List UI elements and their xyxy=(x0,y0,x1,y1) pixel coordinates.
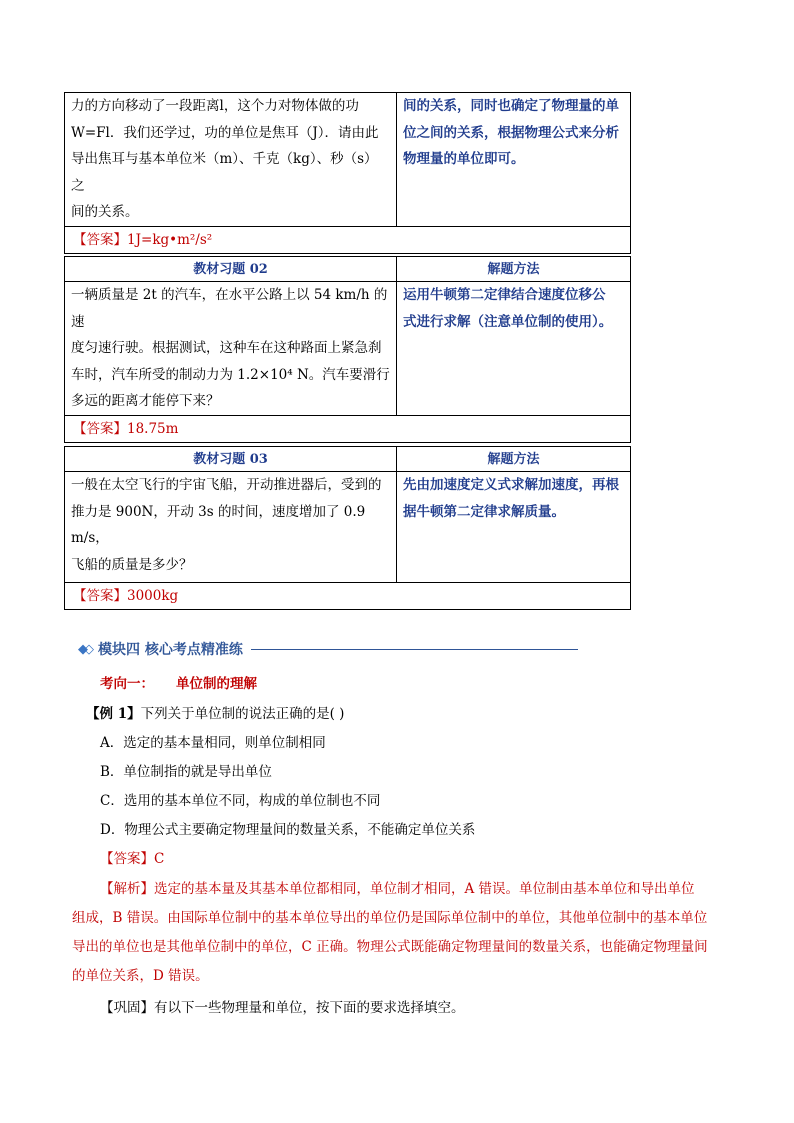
method-line: 物理量的单位即可。 xyxy=(403,151,525,167)
method-text xyxy=(397,472,631,583)
exercise-title: 教材习题 02 xyxy=(65,257,397,282)
topic-name: 单位制的理解 xyxy=(176,676,257,692)
analysis-line: 的单位关系，D 错误。 xyxy=(72,968,209,984)
analysis-line: 导出的单位也是其他单位制中的单位，C 正确。物理公式既能确定物理量间的数量关系，也能确定物理量间 xyxy=(72,939,708,955)
analysis-line: 组成，B 错误。由国际单位制中的基本单位导出的单位仍是国际单位制中的单位，其他单位制中的基本单位 xyxy=(72,910,708,926)
option-a: A．选定的基本量相同，则单位制相同 xyxy=(100,735,326,751)
method-line: 先由加速度定义式求解加速度，再根 xyxy=(403,477,619,493)
question-text xyxy=(65,282,397,416)
method-line: 式进行求解（注意单位制的使用）。 xyxy=(403,313,613,330)
analysis-tag: 【解析】 xyxy=(100,881,154,897)
question-text xyxy=(65,472,397,583)
question-line: 导出焦耳与基本单位米（m）、千克（kg）、秒（s）之 xyxy=(71,151,378,194)
question-line: 车时，汽车所受的制动力为 1.2×10⁴ N。汽车要滑行 xyxy=(71,366,390,383)
answer-value: 3000kg xyxy=(127,588,179,604)
analysis-line: 【解析】选定的基本量及其基本单位都相同，单位制才相同，A 错误。单位制由基本单位和导出单位 xyxy=(100,881,695,897)
method-line: 位之间的关系，根据物理公式来分析 xyxy=(403,124,619,141)
method-text xyxy=(397,93,631,227)
method-line: 据牛顿第二定律求解质量。 xyxy=(403,503,565,520)
module-title: 模块四 核心考点精准练 xyxy=(98,642,243,658)
question-line: 度匀速行驶。根据测试，这种车在这种路面上紧急刹 xyxy=(71,340,382,356)
option-d: D．物理公式主要确定物理量间的数量关系，不能确定单位关系 xyxy=(100,822,476,838)
question-line: 推力是 900N，开动 3s 的时间，速度增加了 0.9 m/s， xyxy=(71,503,366,546)
consolidate-line xyxy=(100,994,760,1023)
example-question xyxy=(86,700,746,729)
example-analysis xyxy=(72,875,732,991)
answer-row xyxy=(65,226,631,253)
example-answer xyxy=(100,845,760,874)
answer-row xyxy=(65,415,631,442)
exercise-table-2 xyxy=(64,256,631,443)
example-stem: 下列关于单位制的说法正确的是( ) xyxy=(140,706,345,722)
method-text xyxy=(397,282,631,416)
question-line: 一辆质量是 2t 的汽车，在水平公路上以 54 km/h 的速 xyxy=(71,287,388,330)
question-line: W=Fl．我们还学过，功的单位是焦耳（J）．请由此 xyxy=(71,124,379,141)
answer-row xyxy=(65,583,631,610)
question-line: 飞船的质量是多少？ xyxy=(71,556,193,573)
answer-tag: 【答案】 xyxy=(100,851,154,867)
question-line: 一般在太空飞行的宇宙飞船，开动推进器后，受到的 xyxy=(71,477,382,493)
answer-tag: 【答案】 xyxy=(73,231,127,248)
consolidate-text: 有以下一些物理量和单位，按下面的要求选择填空。 xyxy=(154,1000,465,1016)
exercise-table-1 xyxy=(64,92,631,254)
exercise-table-3 xyxy=(64,446,631,610)
topic-label: 考向一： xyxy=(100,676,154,692)
option-b: B．单位制指的就是导出单位 xyxy=(100,764,272,780)
method-line: 运用牛顿第二定律结合速度位移公 xyxy=(403,287,606,303)
option-c: C．选用的基本单位不同，构成的单位制也不同 xyxy=(100,793,381,809)
question-text xyxy=(65,93,397,227)
double-diamond-icon: ◆◇ xyxy=(78,641,90,657)
answer-tag: 【答案】 xyxy=(73,588,127,604)
module-heading xyxy=(78,638,578,660)
answer-value: C xyxy=(154,851,165,867)
question-line: 多远的距离才能停下来？ xyxy=(71,393,220,409)
answer-value: 1J=kg•m²/s² xyxy=(127,231,213,248)
example-tag: 【例 1】 xyxy=(86,706,141,722)
answer-value: 18.75m xyxy=(127,420,179,437)
answer-tag: 【答案】 xyxy=(73,420,127,437)
topic-heading xyxy=(100,672,257,692)
method-line: 间的关系，同时也确定了物理量的单 xyxy=(403,98,619,114)
question-line: 间的关系。 xyxy=(71,204,139,220)
method-title: 解题方法 xyxy=(397,257,631,282)
exercise-title: 教材习题 03 xyxy=(65,447,397,472)
module-divider xyxy=(251,649,578,650)
consolidate-tag: 【巩固】 xyxy=(100,1000,154,1016)
method-title: 解题方法 xyxy=(397,447,631,472)
question-line: 力的方向移动了一段距离l，这个力对物体做的功 xyxy=(71,98,359,114)
